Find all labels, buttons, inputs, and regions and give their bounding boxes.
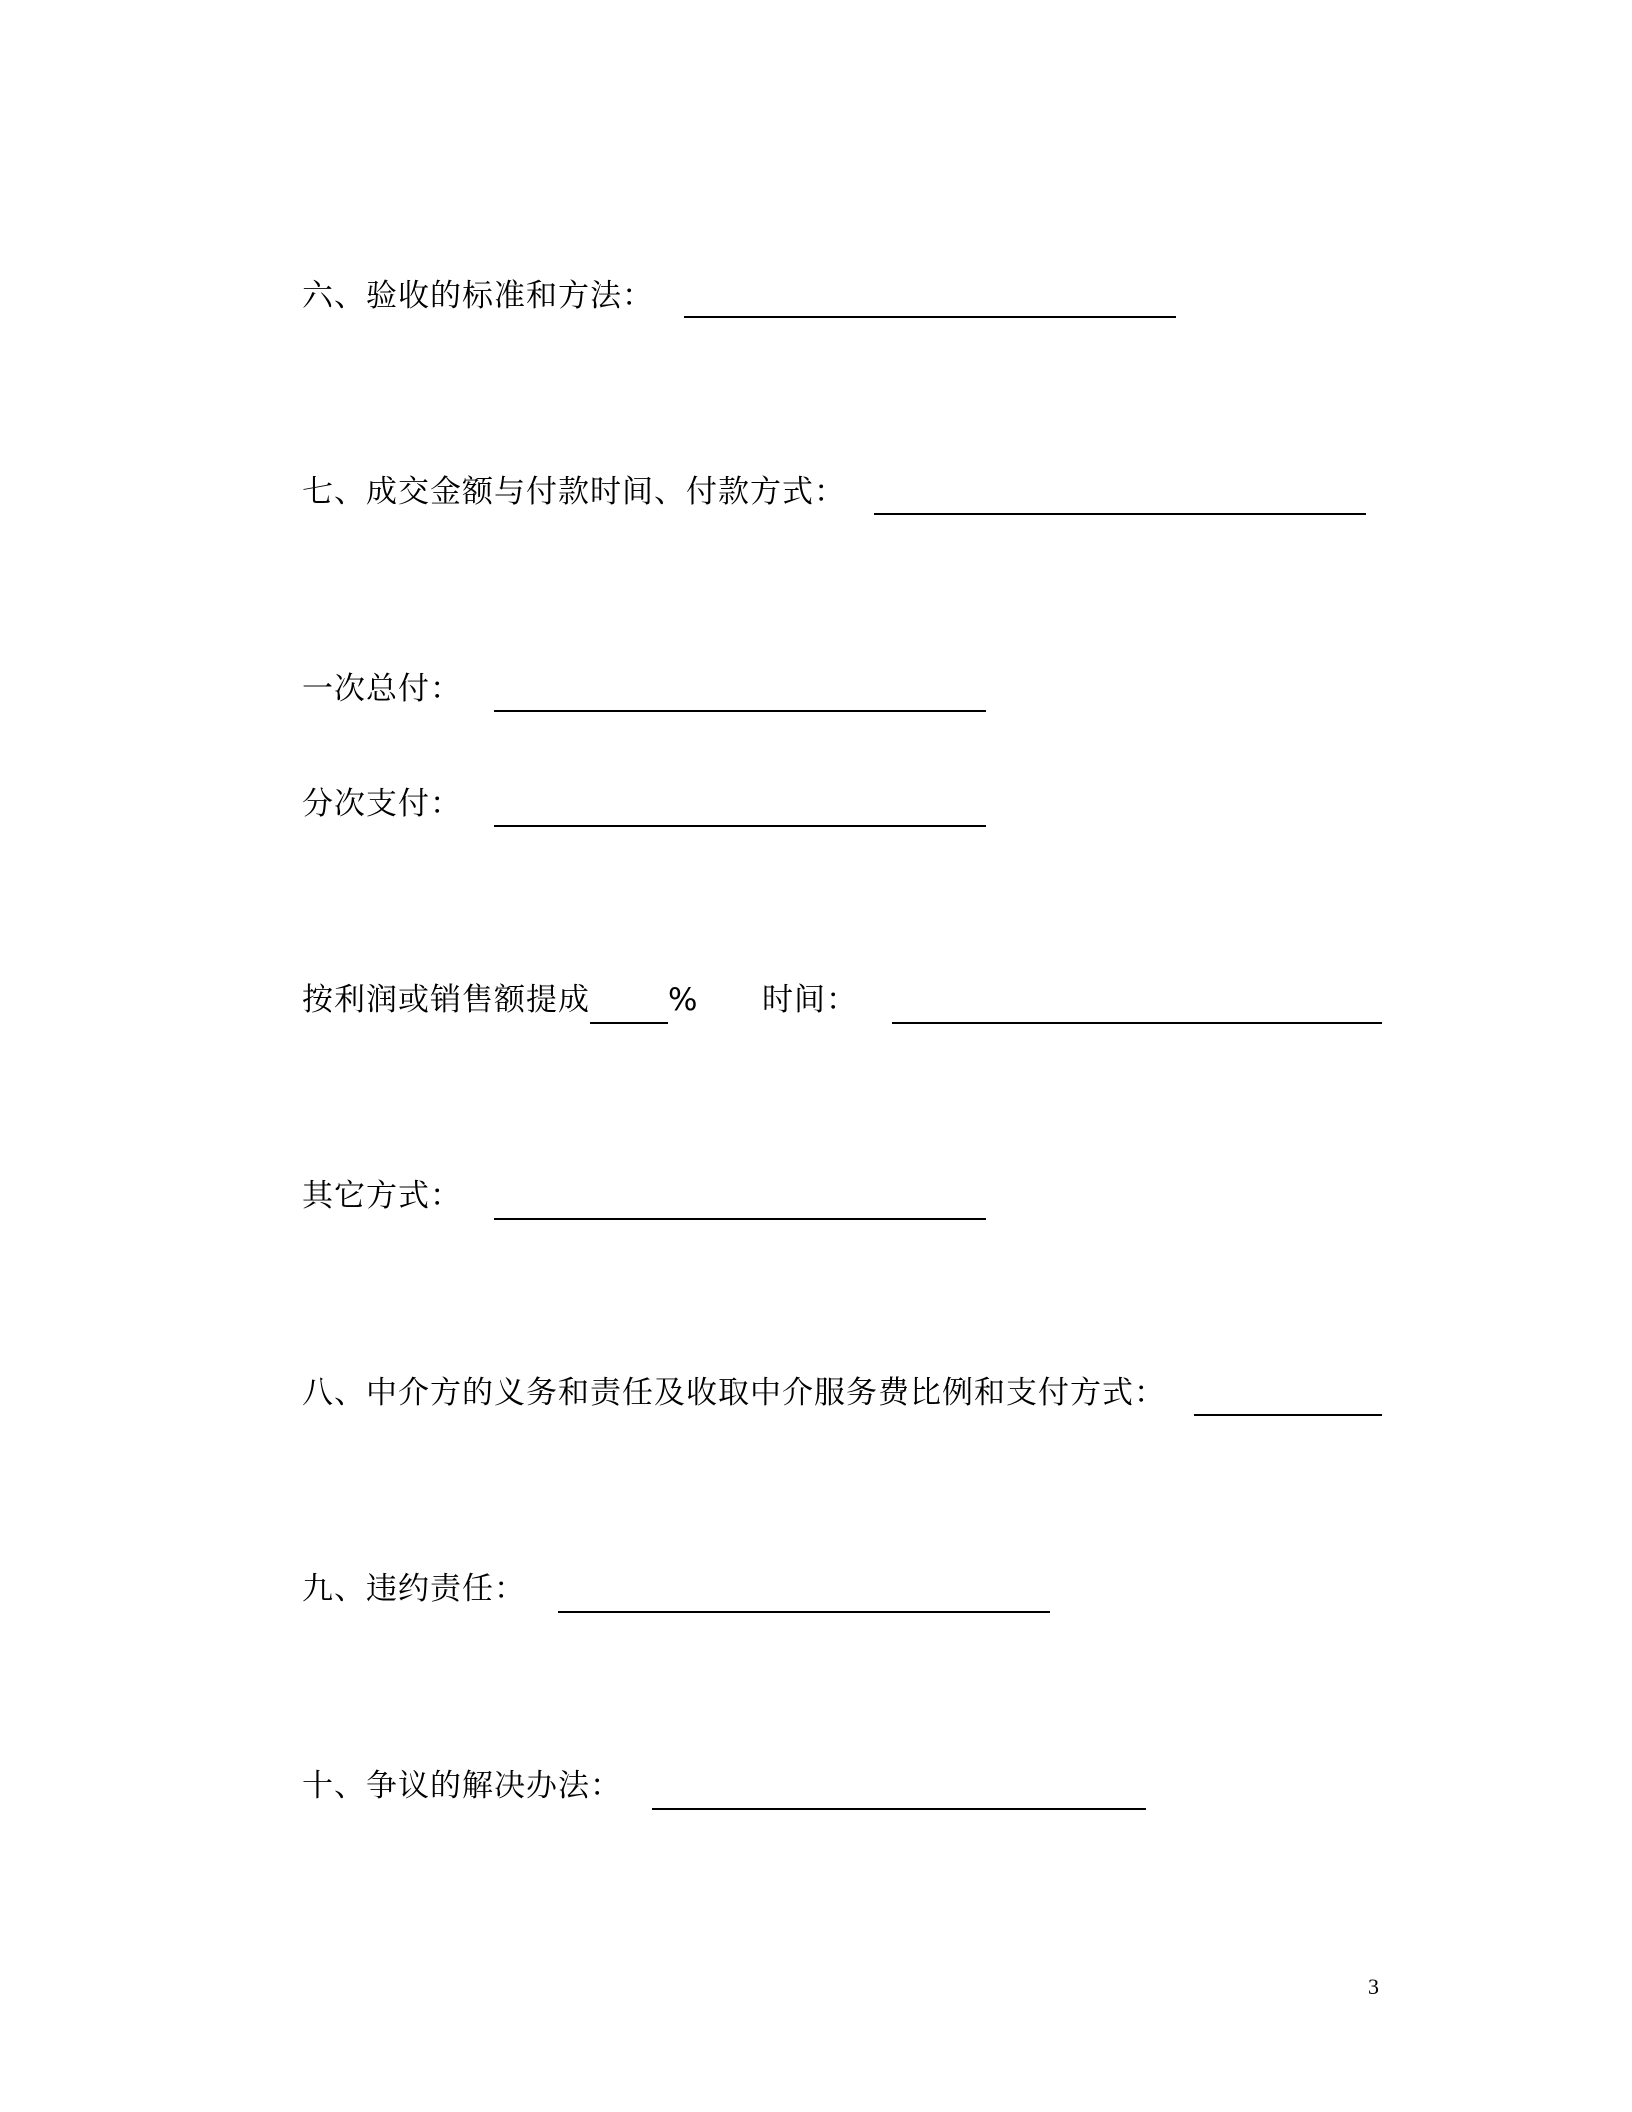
clause-7-payment-label: 七、成交金额与付款时间、付款方式：	[302, 474, 846, 510]
clause-9-breach-label: 九、违约责任：	[302, 1571, 526, 1607]
commission-time-label: 时间：	[762, 982, 858, 1018]
clause-8-intermediary-blank	[1194, 1414, 1382, 1416]
clause-7-payment-blank	[874, 513, 1366, 515]
other-method-blank	[494, 1218, 986, 1220]
commission-label: 按利润或销售额提成	[302, 982, 590, 1018]
commission-percent-blank	[590, 1022, 668, 1024]
clause-6-acceptance-label: 六、验收的标准和方法：	[302, 278, 654, 314]
commission-time-blank	[892, 1022, 1382, 1024]
other-method-label: 其它方式：	[302, 1178, 462, 1214]
commission-percent-sign: %	[668, 982, 699, 1018]
lump-sum-label: 一次总付：	[302, 671, 462, 707]
clause-8-intermediary-label: 八、中介方的义务和责任及收取中介服务费比例和支付方式：	[302, 1375, 1166, 1411]
installments-blank	[494, 825, 986, 827]
page-number: 3	[1368, 1974, 1379, 1999]
clause-10-dispute-blank	[652, 1808, 1146, 1810]
clause-9-breach-blank	[558, 1611, 1050, 1613]
installments-label: 分次支付：	[302, 786, 462, 822]
clause-10-dispute-label: 十、争议的解决办法：	[302, 1768, 622, 1804]
clause-6-acceptance-blank	[684, 316, 1176, 318]
lump-sum-blank	[494, 710, 986, 712]
